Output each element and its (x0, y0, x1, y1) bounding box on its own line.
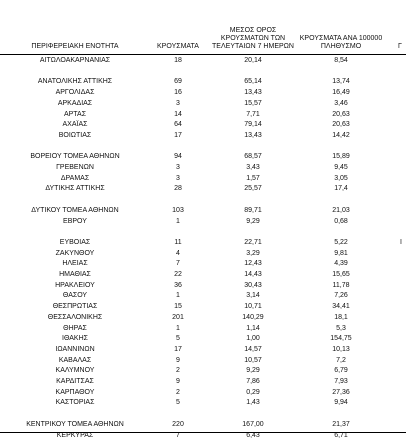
cases-cell: 9 (176, 378, 180, 385)
rate-cell: 18,1 (334, 313, 348, 321)
region-cell: ΚΑΡΔΙΤΣΑΣ (56, 378, 94, 385)
table-row (0, 132, 406, 140)
region-cell: ΓΡΕΒΕΝΩΝ (56, 164, 94, 171)
cases-cell: 1 (176, 324, 180, 332)
rate-cell: 8,54 (334, 57, 348, 64)
avg-cell: 7,71 (246, 110, 260, 118)
region-cell: ΘΑΣΟΥ (62, 292, 88, 300)
region-cell: ΚΑΡΠΑΘΟΥ (55, 388, 95, 396)
cases-cell: 3 (176, 99, 180, 107)
table-row (0, 100, 406, 108)
table-row (0, 111, 406, 119)
table-row (0, 421, 406, 429)
region-header: ΠΕΡΙΦΕΡΕΙΑΚΗ ΕΝΟΤΗΤΑ (31, 43, 119, 50)
table-row (0, 185, 406, 193)
rate-cell: 3,05 (334, 174, 348, 182)
avg-cell: 7,86 (246, 378, 260, 385)
rate-cell: 5,3 (336, 324, 346, 332)
region-cell: ΑΝΑΤΟΛΙΚΗΣ ΑΤΤΙΚΗΣ (37, 78, 113, 86)
bottom-rule (0, 432, 406, 433)
region-cell: ΖΑΚΥΝΘΟΥ (55, 249, 95, 257)
avg-cell: 1,57 (246, 174, 260, 182)
rate-cell: 154,75 (330, 335, 352, 343)
cases-cell: 3 (176, 164, 180, 171)
cases-cell: 7 (176, 260, 180, 268)
cases-cell: 2 (176, 388, 180, 396)
region-cell: ΑΧΑΪΑΣ (62, 121, 88, 129)
cases-cell: 220 (172, 420, 184, 428)
avg-cell: 68,57 (244, 153, 262, 161)
rate-cell: 21,03 (332, 206, 350, 214)
cases-cell: 17 (174, 131, 182, 139)
table-row (0, 389, 406, 397)
rate-cell: 9,81 (334, 249, 348, 257)
avg-cell: 167,00 (242, 420, 264, 428)
table-row (0, 218, 406, 226)
avg-cell: 1,00 (246, 335, 260, 343)
region-cell: ΒΟΡΕΙΟΥ ΤΟΜΕΑ ΑΘΗΝΩΝ (30, 153, 120, 161)
cases-cell: 64 (174, 121, 182, 129)
region-cell: ΕΒΡΟΥ (63, 217, 87, 225)
region-cell: ΑΡΓΟΛΙΔΑΣ (55, 89, 95, 97)
cases-header: ΚΡΟΥΣΜΑΤΑ (157, 43, 199, 50)
cases-cell: 4 (176, 249, 180, 257)
cases-cell: 9 (176, 356, 180, 364)
table-row (0, 292, 406, 300)
rate-cell: 7,93 (334, 378, 348, 385)
avg-cell: 6,43 (246, 431, 260, 439)
region-cell: ΗΜΑΘΙΑΣ (59, 271, 91, 278)
region-cell: ΑΙΤΩΛΟΑΚΑΡΝΑΝΙΑΣ (39, 57, 111, 64)
rate-cell: 17,4 (334, 185, 348, 193)
rate-cell: 20,63 (332, 121, 350, 129)
table-row (0, 282, 406, 290)
table-row (0, 239, 406, 247)
cases-cell: 1 (176, 217, 180, 225)
table-row (0, 367, 406, 375)
region-cell: ΙΘΑΚΗΣ (62, 335, 88, 343)
table-row (0, 89, 406, 97)
avg-cell: 13,43 (244, 89, 262, 97)
region-cell: ΔΥΤΙΚΗΣ ΑΤΤΙΚΗΣ (45, 185, 105, 193)
rate-cell: 27,36 (332, 388, 350, 396)
avg-cell: 30,43 (244, 281, 262, 289)
rate-cell: 11,78 (332, 281, 350, 289)
rate-cell: 9,45 (334, 164, 348, 171)
table-row (0, 303, 406, 311)
cases-cell: 18 (174, 57, 182, 64)
rate-cell: 13,74 (332, 78, 350, 86)
rate-cell: 7,2 (336, 356, 346, 364)
region-cell: ΔΡΑΜΑΣ (60, 174, 90, 182)
avg-cell: 12,43 (244, 260, 262, 268)
rate-cell: 34,41 (332, 303, 350, 311)
rate-cell: 9,94 (334, 399, 348, 407)
table-row (0, 335, 406, 343)
avg-cell: 13,43 (244, 131, 262, 139)
avg-cell: 9,29 (246, 367, 260, 375)
avg-cell: 0,29 (246, 388, 260, 396)
rate-cell: 10,13 (332, 345, 350, 353)
cases-cell: 16 (174, 89, 182, 97)
region-cell: ΚΕΡΚΥΡΑΣ (56, 431, 94, 439)
region-cell: ΘΕΣΠΡΩΤΙΑΣ (52, 303, 98, 311)
cases-cell: 201 (172, 313, 184, 321)
cases-cell: 5 (176, 399, 180, 407)
avg-cell: 10,71 (244, 303, 262, 311)
rate-cell: 20,63 (332, 110, 350, 118)
region-cell: ΒΟΙΩΤΙΑΣ (58, 131, 92, 139)
cut-off-mark: Ι (400, 238, 402, 246)
rate-cell: 7,26 (334, 292, 348, 300)
table-row (0, 164, 406, 172)
rate-cell: 6,79 (334, 367, 348, 375)
cases-cell: 3 (176, 174, 180, 182)
table-row (0, 121, 406, 129)
region-cell: ΚΑΛΥΜΝΟΥ (55, 367, 95, 375)
table-row (0, 325, 406, 333)
cut-off-header: Γ (398, 43, 402, 50)
region-cell: ΗΡΑΚΛΕΙΟΥ (55, 281, 95, 289)
table-row (0, 260, 406, 268)
avg-cell: 1,14 (246, 324, 260, 332)
rate-cell: 21,37 (332, 420, 350, 428)
avg-cell: 140,29 (242, 313, 264, 321)
cases-cell: 36 (174, 281, 182, 289)
avg-cell: 14,57 (244, 345, 262, 353)
avg-cell: 3,14 (246, 292, 260, 300)
table-row (0, 357, 406, 365)
cases-cell: 5 (176, 335, 180, 343)
avg-7day-header: ΜΕΣΟΣ ΟΡΟΣ ΚΡΟΥΣΜΑΤΩΝ ΤΩΝ ΤΕΛΕΥΤΑΙΩΝ 7 ΗΜΕΡΩΝ (212, 27, 294, 50)
region-cell: ΚΕΝΤΡΙΚΟΥ ΤΟΜΕΑ ΑΘΗΝΩΝ (26, 420, 124, 428)
avg-cell: 3,43 (246, 164, 260, 171)
table-row (0, 250, 406, 258)
per-100k-header: ΚΡΟΥΣΜΑΤΑ ΑΝΑ 100000 ΠΛΗΘΥΣΜΟ (299, 35, 383, 50)
cases-cell: 17 (174, 345, 182, 353)
cases-cell: 15 (174, 303, 182, 311)
region-cell: ΑΡΤΑΣ (63, 110, 87, 118)
table-row (0, 378, 406, 386)
region-cell: ΙΩΑΝΝΙΝΩΝ (55, 345, 95, 353)
table-row (0, 153, 406, 161)
table-row (0, 346, 406, 354)
cases-cell: 28 (174, 185, 182, 193)
cases-cell: 22 (174, 271, 182, 278)
region-cell: ΘΕΣΣΑΛΟΝΙΚΗΣ (47, 313, 103, 321)
rate-cell: 15,65 (332, 271, 350, 278)
cases-cell: 2 (176, 367, 180, 375)
avg-cell: 22,71 (244, 238, 262, 246)
avg-cell: 9,29 (246, 217, 260, 225)
avg-cell: 15,57 (244, 99, 262, 107)
avg-cell: 1,43 (246, 399, 260, 407)
cases-cell: 14 (174, 110, 182, 118)
region-cell: ΕΥΒΟΙΑΣ (59, 238, 91, 246)
table-row (0, 207, 406, 215)
table-row (0, 78, 406, 86)
cases-cell: 103 (172, 206, 184, 214)
rate-cell: 4,39 (334, 260, 348, 268)
cases-cell: 94 (174, 153, 182, 161)
header-rule (0, 54, 406, 55)
cases-cell: 11 (174, 238, 182, 246)
avg-cell: 20,14 (244, 57, 262, 64)
table-row (0, 271, 406, 279)
region-cell: ΔΥΤΙΚΟΥ ΤΟΜΕΑ ΑΘΗΝΩΝ (31, 206, 119, 214)
table-row (0, 399, 406, 407)
avg-cell: 14,43 (244, 271, 262, 278)
region-cell: ΘΗΡΑΣ (63, 324, 87, 332)
cases-cell: 1 (176, 292, 180, 300)
region-cell: ΗΛΕΙΑΣ (62, 260, 88, 268)
rate-cell: 14,42 (332, 131, 350, 139)
rate-cell: 16,49 (332, 89, 350, 97)
rate-cell: 5,22 (334, 238, 348, 246)
table-row (0, 175, 406, 183)
avg-cell: 3,29 (246, 249, 260, 257)
rate-cell: 3,46 (334, 99, 348, 107)
rate-cell: 6,71 (334, 431, 348, 439)
avg-cell: 89,71 (244, 206, 262, 214)
avg-cell: 25,57 (244, 185, 262, 193)
avg-cell: 10,57 (244, 356, 262, 364)
table-row (0, 57, 406, 65)
avg-cell: 65,14 (244, 78, 262, 86)
rate-cell: 15,89 (332, 153, 350, 161)
avg-cell: 79,14 (244, 121, 262, 129)
region-cell: ΚΑΒΑΛΑΣ (58, 356, 92, 364)
table-row (0, 314, 406, 322)
region-cell: ΑΡΚΑΔΙΑΣ (57, 99, 93, 107)
rate-cell: 0,68 (334, 217, 348, 225)
cases-cell: 7 (176, 431, 180, 439)
region-cell: ΚΑΣΤΟΡΙΑΣ (55, 399, 95, 407)
cases-cell: 69 (174, 78, 182, 86)
